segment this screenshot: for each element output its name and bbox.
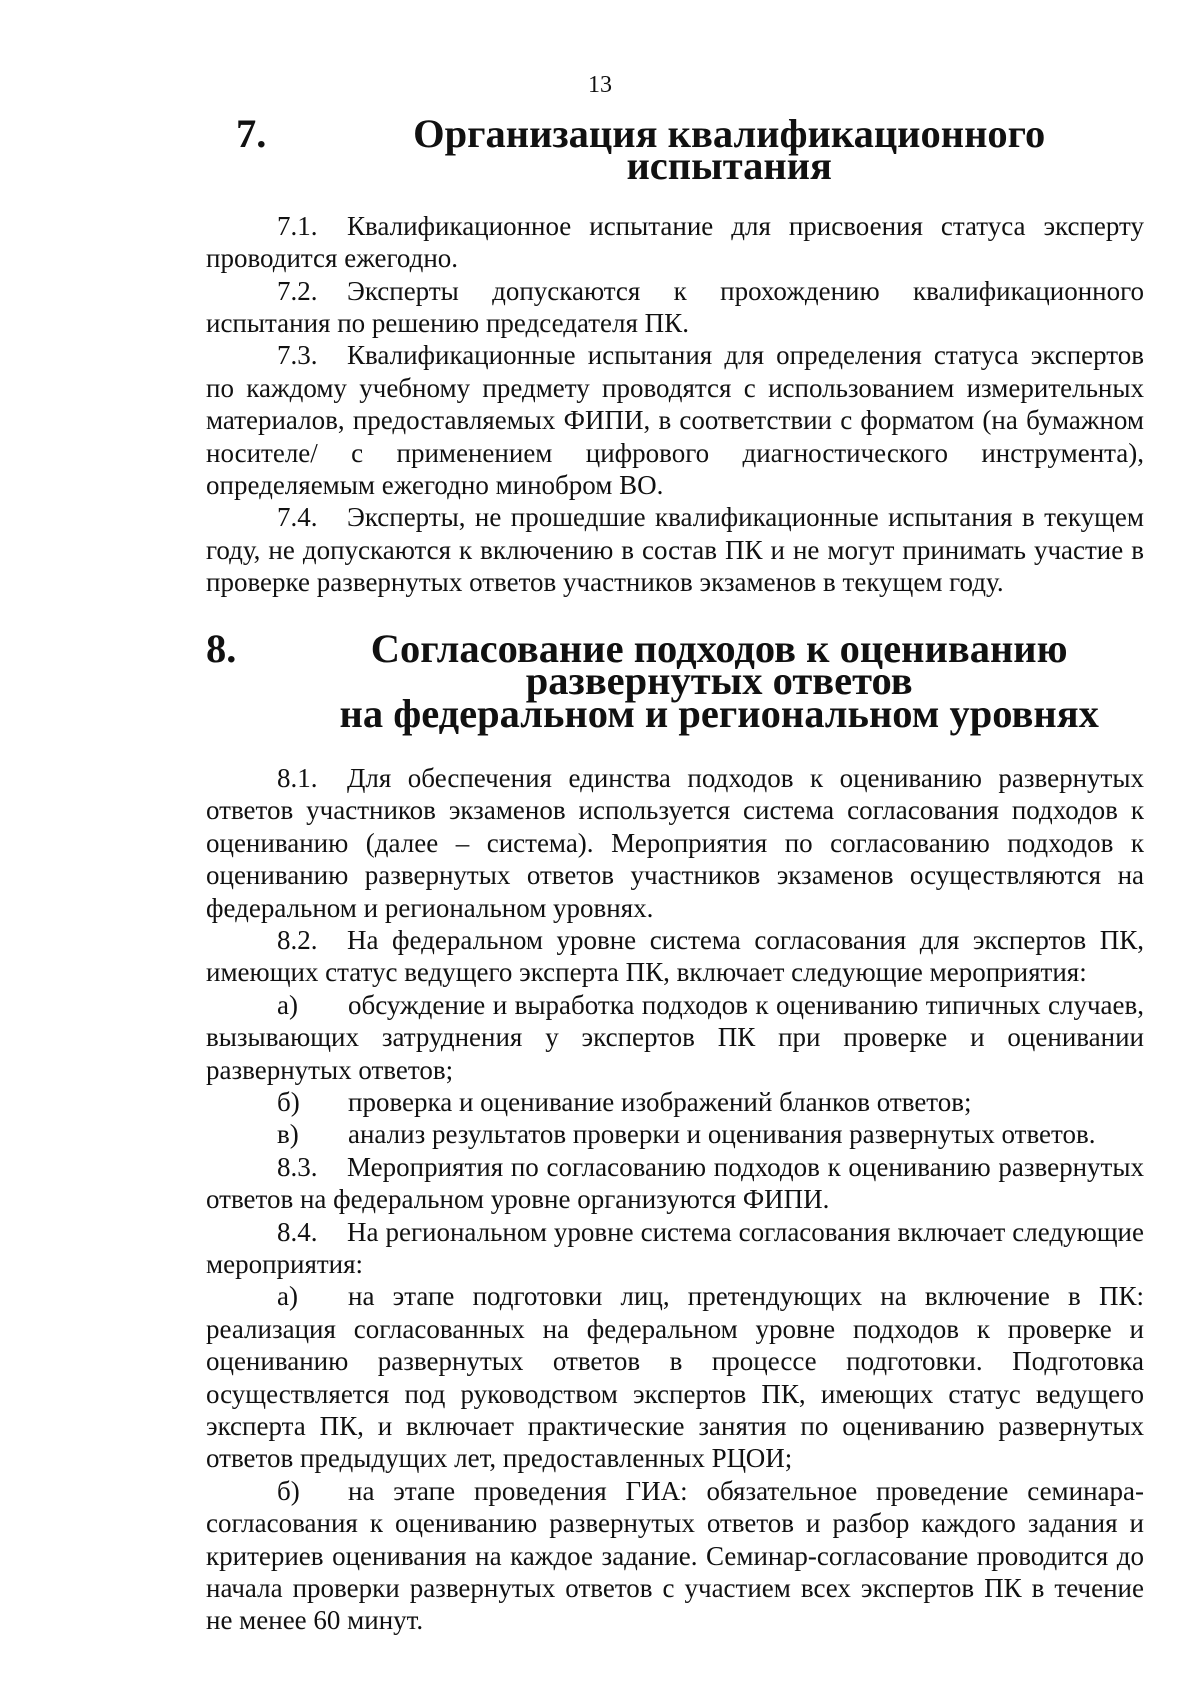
paragraph-number: 8.1.	[277, 762, 318, 793]
list-item	[206, 1118, 1144, 1150]
section-7-number: 7.	[236, 111, 267, 156]
list-item-text: анализ результатов проверки и оценивания развернутых ответов.	[348, 1119, 1096, 1150]
document-body	[206, 111, 1144, 1637]
section-8-heading	[206, 625, 1144, 736]
paragraph-text: На федеральном уровне система согласования для экспертов ПК, имеющих статус ведущего эксперта ПК, включает следующие мероприятия:	[206, 924, 1144, 988]
list-item	[206, 1475, 1144, 1637]
paragraph-7-3	[206, 339, 1144, 501]
paragraph-number: 7.2.	[277, 275, 318, 306]
paragraph-number: 7.3.	[277, 340, 318, 371]
list-item-text: проверка и оценивание изображений бланков ответов;	[348, 1086, 972, 1117]
paragraph-7-1	[206, 210, 1144, 275]
paragraph-8-2	[206, 924, 1144, 989]
paragraph-text: На региональном уровне система согласования включает следующие мероприятия:	[206, 1216, 1144, 1279]
paragraph-8-3	[206, 1151, 1144, 1216]
section-7-title: Организация квалификационного испытания	[413, 111, 1046, 189]
paragraph-number: 7.1.	[277, 210, 318, 241]
paragraph-number: 7.4.	[277, 502, 318, 533]
paragraph-7-2	[206, 275, 1144, 340]
section-8-title-line-1: Согласование подходов к оцениванию развернутых ответов	[370, 625, 1068, 704]
list-item-letter: а)	[277, 1281, 298, 1312]
paragraph-8-1	[206, 762, 1144, 924]
page-number: 13	[588, 72, 612, 98]
list-item-text: обсуждение и выработка подходов к оцениванию типичных случаев, вызывающих затруднения у экспертов ПК при проверке и оценивании развернутых ответов;	[206, 989, 1144, 1085]
paragraph-7-4	[206, 501, 1144, 598]
paragraph-text: Эксперты допускаются к прохождению квалификационного испытания по решению председателя ПК.	[206, 275, 1144, 339]
paragraph-text: Мероприятия по согласованию подходов к оцениванию развернутых ответов на федеральном уровне организуются ФИПИ.	[206, 1151, 1144, 1215]
list-item	[206, 989, 1144, 1086]
list-item	[206, 1280, 1144, 1474]
section-8-number: 8.	[206, 625, 237, 671]
list-item-letter: б)	[277, 1475, 300, 1506]
paragraph-text: Для обеспечения единства подходов к оцениванию развернутых ответов участников экзаменов используется система согласования подходов к оцениванию (далее – система). Мероприятия по согласованию подходов к оцениванию развернутых ответов участников экзаменов осуществляются на федеральном и региональном уровнях.	[206, 762, 1144, 923]
list-item-text: на этапе проведения ГИА: обязательное проведение семинара-согласования к оцениванию развернутых ответов и разбор каждого задания и критериев оценивания на каждое задание. Семинар-согласование проводится до начала проверки развернутых ответов с участием всех экспертов ПК в течение не менее 60 минут.	[206, 1475, 1144, 1636]
paragraph-number: 8.3.	[277, 1151, 318, 1182]
paragraph-text: Эксперты, не прошедшие квалификационные испытания в текущем году, не допускаются к включению в состав ПК и не могут принимать участие в проверке развернутых ответов участников экзаменов в текущем году.	[206, 502, 1144, 598]
section-8-title	[294, 625, 1144, 736]
paragraph-text: Квалификационные испытания для определения статуса экспертов по каждому учебному предмету проводятся с использованием измерительных материалов, предоставляемых ФИПИ, в соответствии с форматом (на бумажном носителе/ с применением цифрового диагностического инструмента), определяемым ежегодно минобром ВО.	[206, 340, 1144, 501]
paragraph-8-4	[206, 1216, 1144, 1281]
list-item-text: на этапе подготовки лиц, претендующих на включение в ПК: реализация согласованных на федеральном уровне подходов к проверке и оцениванию развернутых ответов в процессе подготовки. Подготовка осуществляется под руководством экспертов ПК, имеющих статус ведущего эксперта ПК, и включает практические занятия по оцениванию развернутых ответов предыдущих лет, предоставленных РЦОИ;	[206, 1281, 1144, 1474]
list-item-letter: б)	[277, 1086, 300, 1117]
list-item	[206, 1086, 1144, 1118]
paragraph-number: 8.2.	[277, 924, 318, 955]
list-item-letter: а)	[277, 989, 298, 1020]
list-item-letter: в)	[277, 1119, 299, 1150]
paragraph-number: 8.4.	[277, 1216, 318, 1247]
section-8-title-line-2: на федеральном и региональном уровнях	[339, 690, 1099, 736]
paragraph-text: Квалификационное испытание для присвоения статуса эксперту проводится ежегодно.	[206, 210, 1144, 274]
section-7-heading	[206, 111, 1144, 189]
